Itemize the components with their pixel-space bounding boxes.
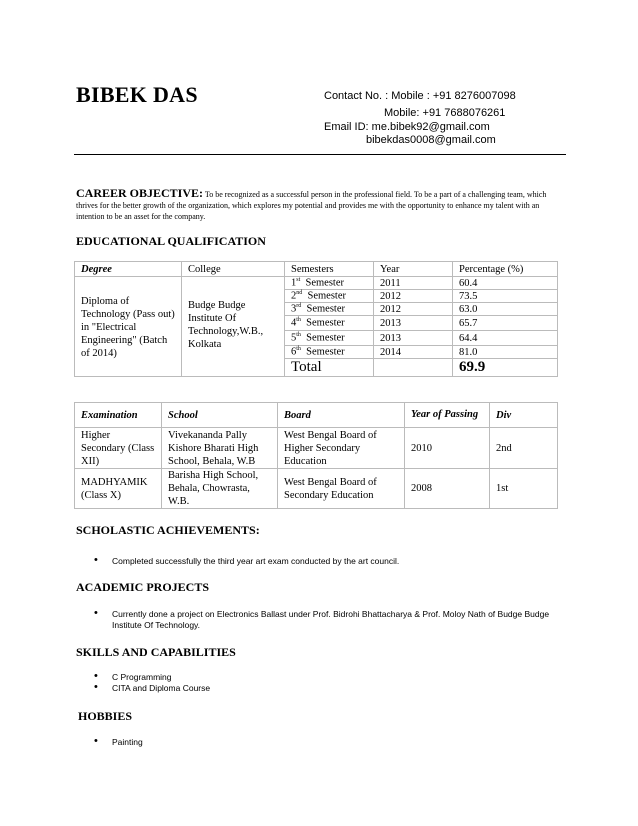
- year-cell: 2012: [374, 303, 453, 316]
- list-item: • CITA and Diploma Course: [92, 683, 562, 694]
- contact-email-2: bibekdas0008@gmail.com: [366, 134, 496, 146]
- percent-cell: 65.7: [453, 316, 558, 331]
- col-school: School: [162, 403, 278, 428]
- percent-cell: 63.0: [453, 303, 558, 316]
- education-heading: EDUCATIONAL QUALIFICATION: [76, 234, 266, 248]
- col-year: Year: [374, 262, 453, 277]
- col-examination: Examination: [75, 403, 162, 428]
- semester-cell: 2nd Semester: [285, 290, 374, 303]
- col-board: Board: [278, 403, 405, 428]
- col-div: Div: [490, 403, 558, 428]
- percent-cell: 73.5: [453, 290, 558, 303]
- year-cell: 2013: [374, 331, 453, 346]
- semester-cell: 6th Semester: [285, 346, 374, 359]
- percent-cell: 64.4: [453, 331, 558, 346]
- skills-heading: SKILLS AND CAPABILITIES: [76, 645, 236, 659]
- total-value: 69.9: [453, 359, 558, 377]
- passing-year-cell: 2010: [405, 428, 490, 469]
- list-item: • Painting: [92, 737, 562, 748]
- list-item: • Completed successfully the third year art exam conducted by the art council.: [92, 556, 562, 567]
- scholastic-list: [92, 556, 562, 567]
- header-divider: [74, 154, 566, 155]
- col-semesters: Semesters: [285, 262, 374, 277]
- exam-cell: Higher Secondary (Class XII): [75, 428, 162, 469]
- col-year-of-passing: Year of Passing: [405, 403, 490, 428]
- list-item: • Currently done a project on Electronics Ballast under Prof. Bidrohi Bhattacharya & Prof. Moloy Nath of Budge Budge Institute Of Technology.: [92, 609, 562, 631]
- col-degree: Degree: [75, 262, 182, 277]
- year-cell: 2011: [374, 277, 453, 290]
- semester-cell: 3rd Semester: [285, 303, 374, 316]
- objective-text: To be recognized as a successful person in the professional field. To be a part of a challenging team, which thrives for the better growth of the organization, which explores my potential and provides me with the opportunity to enhance my talent with an intention to be an asset for the company.: [76, 190, 547, 221]
- objective-heading: CAREER OBJECTIVE:: [76, 186, 204, 200]
- passing-year-cell: 2008: [405, 469, 490, 509]
- projects-list: [92, 609, 562, 631]
- year-cell: 2014: [374, 346, 453, 359]
- hobbies-list: [92, 737, 562, 748]
- contact-mobile-1: Contact No. : Mobile : +91 8276007098: [324, 90, 516, 102]
- scholastic-heading: SCHOLASTIC ACHIEVEMENTS:: [76, 523, 260, 537]
- projects-heading: ACADEMIC PROJECTS: [76, 580, 210, 594]
- schooling-table: [74, 402, 558, 509]
- semester-cell: 1st Semester: [285, 277, 374, 290]
- candidate-name: BIBEK DAS: [76, 82, 198, 107]
- percent-cell: 81.0: [453, 346, 558, 359]
- career-objective: [76, 188, 566, 222]
- total-spacer: [374, 359, 453, 377]
- year-cell: 2013: [374, 316, 453, 331]
- school-cell: Vivekananda Pally Kishore Bharati High School, Behala, W.B: [162, 428, 278, 469]
- education-table: [74, 261, 558, 377]
- degree-cell: Diploma of Technology (Pass out) in "Electrical Engineering" (Batch of 2014): [75, 277, 182, 377]
- div-cell: 1st: [490, 469, 558, 509]
- college-cell: Budge Budge Institute Of Technology,W.B., Kolkata: [182, 277, 285, 377]
- total-label: Total: [285, 359, 374, 377]
- list-item: • C Programming: [92, 672, 562, 683]
- semester-cell: 4th Semester: [285, 316, 374, 331]
- board-cell: West Bengal Board of Higher Secondary Education: [278, 428, 405, 469]
- percent-cell: 60.4: [453, 277, 558, 290]
- col-college: College: [182, 262, 285, 277]
- contact-mobile-2: Mobile: +91 7688076261: [384, 107, 506, 119]
- school-cell: Barisha High School, Behala, Chowrasta, W.B.: [162, 469, 278, 509]
- contact-email-1: Email ID: me.bibek92@gmail.com: [324, 121, 490, 133]
- board-cell: West Bengal Board of Secondary Education: [278, 469, 405, 509]
- exam-cell: MADHYAMIK (Class X): [75, 469, 162, 509]
- div-cell: 2nd: [490, 428, 558, 469]
- year-cell: 2012: [374, 290, 453, 303]
- skills-list: [92, 672, 562, 694]
- hobbies-heading: HOBBIES: [78, 709, 133, 723]
- semester-cell: 5th Semester: [285, 331, 374, 346]
- col-percentage: Percentage (%): [453, 262, 558, 277]
